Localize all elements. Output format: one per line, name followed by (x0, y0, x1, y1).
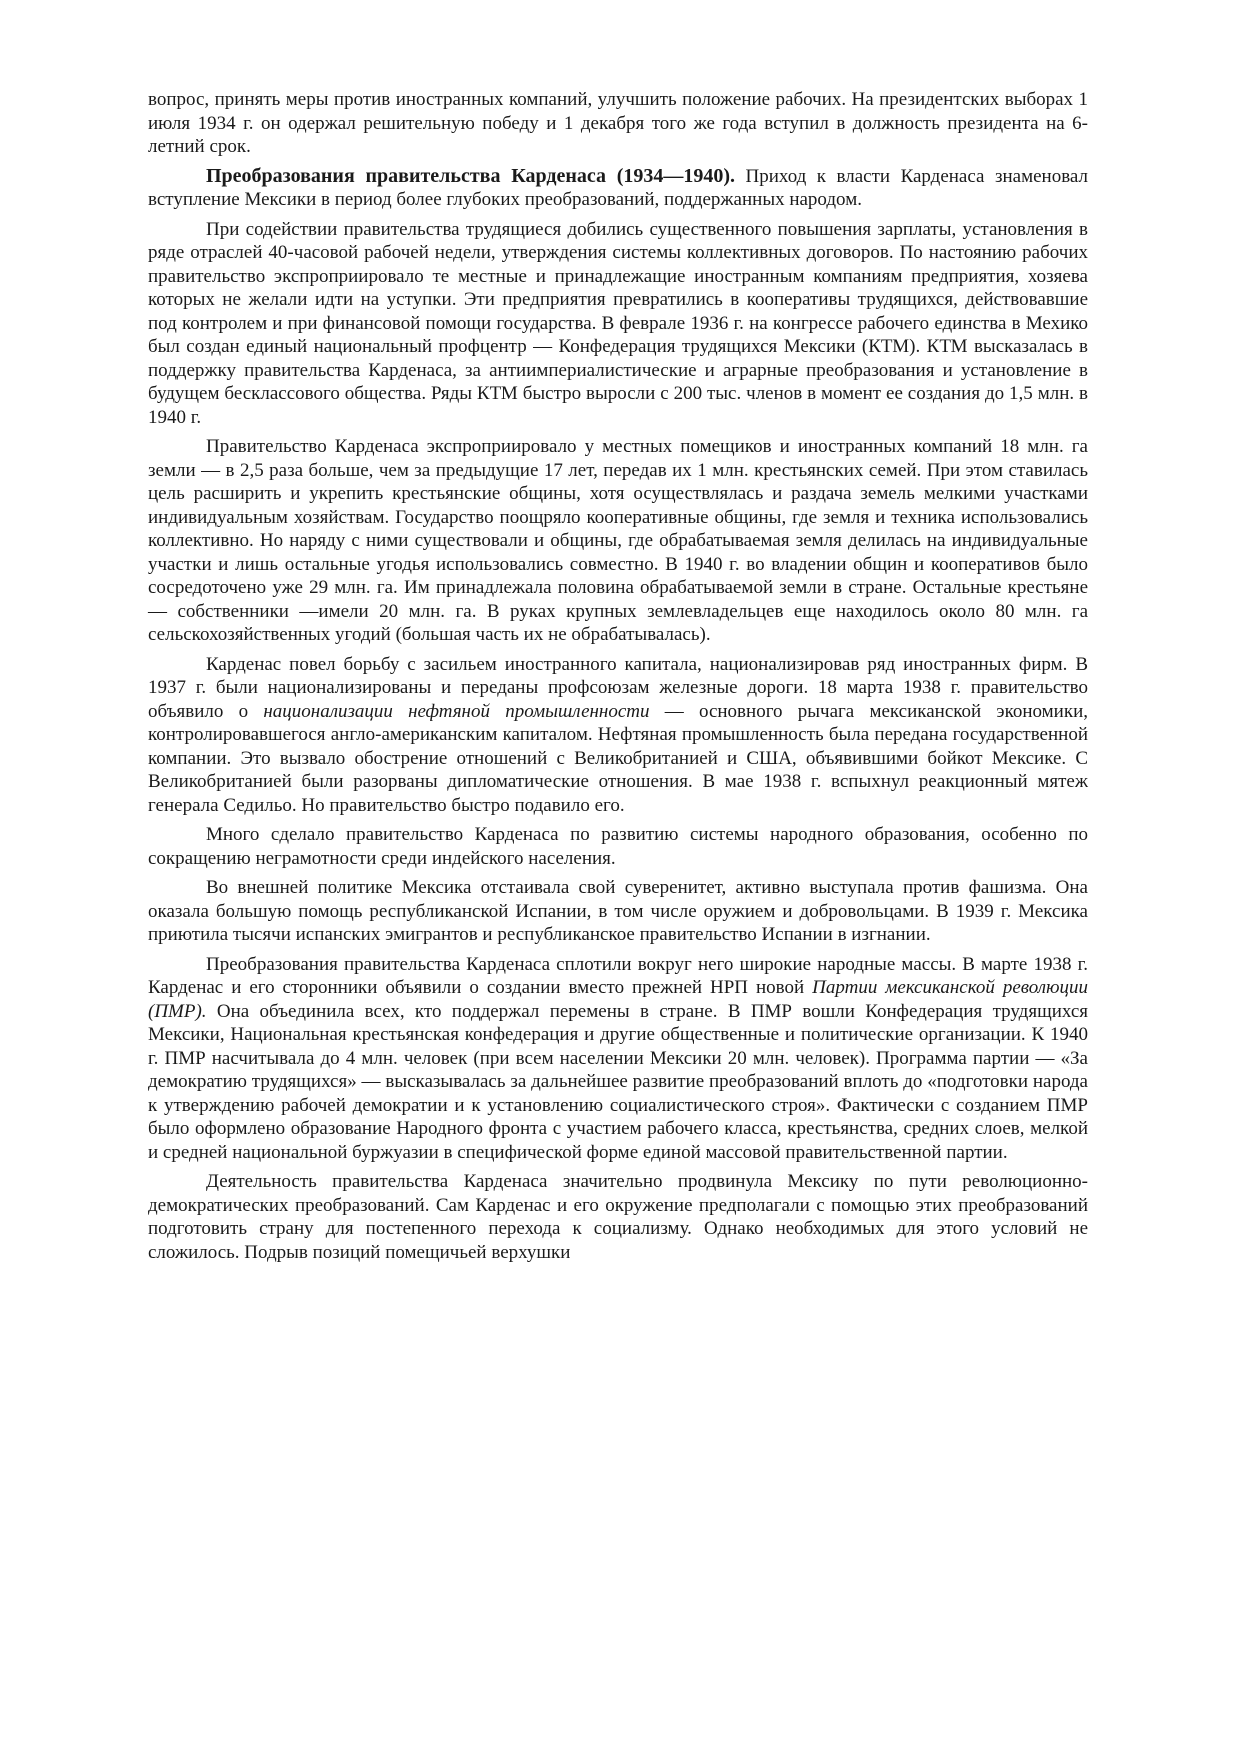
section-heading: Преобразования правительства Карденаса (1934—1940). (206, 164, 736, 187)
paragraph-text: Деятельность правительства Карденаса значительно продвинула Мексику по пути революционно-демократических преобразований. Сам Карденас и его окружение предполагали с помощью этих преобразований подготовить страну для постепенного перехода к социализму. Однако необходимых для этого условий не сложилось. Подрыв позиций помещичьей верхушки (148, 1171, 1088, 1263)
paragraph-cardenas-reforms (148, 165, 1088, 212)
paragraph-land-reform (148, 435, 1088, 647)
paragraph-nationalization (148, 653, 1088, 818)
paragraph-party (148, 953, 1088, 1165)
paragraph-foreign-policy (148, 876, 1088, 947)
paragraph-text: вопрос, принять меры против иностранных компаний, улучшить положение рабочих. На президентских выборах 1 июля 1934 г. он одержал решительную победу и 1 декабря того же года вступил в должность президента на 6-летний срок. (148, 89, 1088, 157)
paragraph-text: Приход к власти Карденаса знаменовал вступление Мексики в период более глубоких преобразований, поддержанных народом. (148, 165, 1088, 210)
paragraph-text: Преобразования правительства Карденаса сплотили вокруг него широкие народные массы. В марте 1938 г. Карденас и его сторонники объявили о создании вместо прежней НРП новой (148, 953, 1088, 998)
paragraph-education (148, 823, 1088, 870)
paragraph-text: Правительство Карденаса экспроприировало у местных помещиков и иностранных компаний 18 млн. га земли — в 2,5 раза больше, чем за предыдущие 17 лет, передав их 1 млн. крестьянских семей. При этом ставилась цель расширить и укрепить крестьянские общины, хотя осуществлялась и раздача земель мелкими участками индивидуальным хозяйствам. Государство поощряло кооперативные общины, где земля и техника использовались коллективно. Но наряду с ними существовали и общины, где обрабатываемая земля делилась на индивидуальные участки и лишь остальные угодья использовались совместно. В 1940 г. во владении общин и кооперативов было сосредоточено уже 29 млн. га. Им принадлежала половина обрабатываемой земли в стране. Остальные крестьяне — собственники —имели 20 млн. га. В руках крупных землевладельцев еще находилось около 80 млн. га сельскохозяйственных угодий (большая часть их не обрабатывалась). (148, 436, 1088, 645)
paragraph-text: При содействии правительства трудящиеся добились существенного повышения зарплаты, установления в ряде отраслей 40-часовой рабочей недели, утверждения системы коллективных договоров. По настоянию рабочих правительство экспроприировало те местные и принадлежащие иностранным компаниям предприятия, хозяева которых не желали идти на уступки. Эти предприятия превратились в кооперативы трудящихся, действовавшие под контролем и при финансовой помощи государства. В феврале 1936 г. на конгрессе рабочего единства в Мехико был создан единый национальный профцентр — Конфедерация трудящихся Мексики (КТМ). КТМ высказалась в поддержку правительства Карденаса, за антиимпериалистические и аграрные преобразования и установление в будущем бесклассового общества. Ряды КТМ быстро выросли с 200 тыс. членов в момент ее создания до 1,5 млн. в 1940 г. (148, 218, 1088, 428)
document-page (148, 88, 1088, 1270)
paragraph-text: Карденас повел борьбу с засильем иностранного капитала, национализировав ряд иностранных фирм. В 1937 г. были национализированы и переданы профсоюзам железные дороги. 18 марта 1938 г. правительство объявило о (148, 653, 1088, 722)
paragraph-text: Она объединила всех, кто поддержал перемены в стране. В ПМР вошли Конфедерация трудящихся Мексики, Национальная крестьянская конфедерация и другие общественные и политические организации. К 1940 г. ПМР насчитывала до 4 млн. человек (при всем населении Мексики 20 млн. человек). Программа партии — «За демократию трудящихся» — высказывалась за дальнейшее развитие преобразований вплоть до «подготовки народа к утверждению рабочей демократии и к установлению социалистического строя». Фактически с созданием ПМР было оформлено образование Народного фронта с участием рабочего класса, крестьянства, средних слоев, мелкой и средней национальной буржуазии в специфической форме единой массовой правительственной партии. (148, 1000, 1088, 1163)
paragraph-text: Во внешней политике Мексика отстаивала свой суверенитет, активно выступала против фашизма. Она оказала большую помощь республиканской Испании, в том числе оружием и добровольцами. В 1939 г. Мексика приютила тысячи испанских эмигрантов и республиканское правительство Испании в изгнании. (148, 877, 1088, 945)
paragraph-intro (148, 88, 1088, 159)
paragraph-text: — основного рычага мексиканской экономики, контролировавшегося англо-американским капиталом. Нефтяная промышленность была передана государственной компании. Это вызвало обострение отношений с Великобританией и США, объявившими бойкот Мексике. С Великобританией были разорваны дипломатические отношения. В мае 1938 г. вспыхнул реакционный мятеж генерала Седильо. Но правительство быстро подавило его. (148, 700, 1088, 816)
italic-term: Партии мексиканской революции (ПМР). (148, 977, 1088, 1022)
paragraph-conclusion (148, 1170, 1088, 1264)
paragraph-workers (148, 218, 1088, 430)
paragraph-text: Много сделало правительство Карденаса по развитию системы народного образования, особенно по сокращению неграмотности среди индейского населения. (148, 824, 1088, 869)
italic-term: национализации нефтяной промышленности (263, 700, 650, 722)
